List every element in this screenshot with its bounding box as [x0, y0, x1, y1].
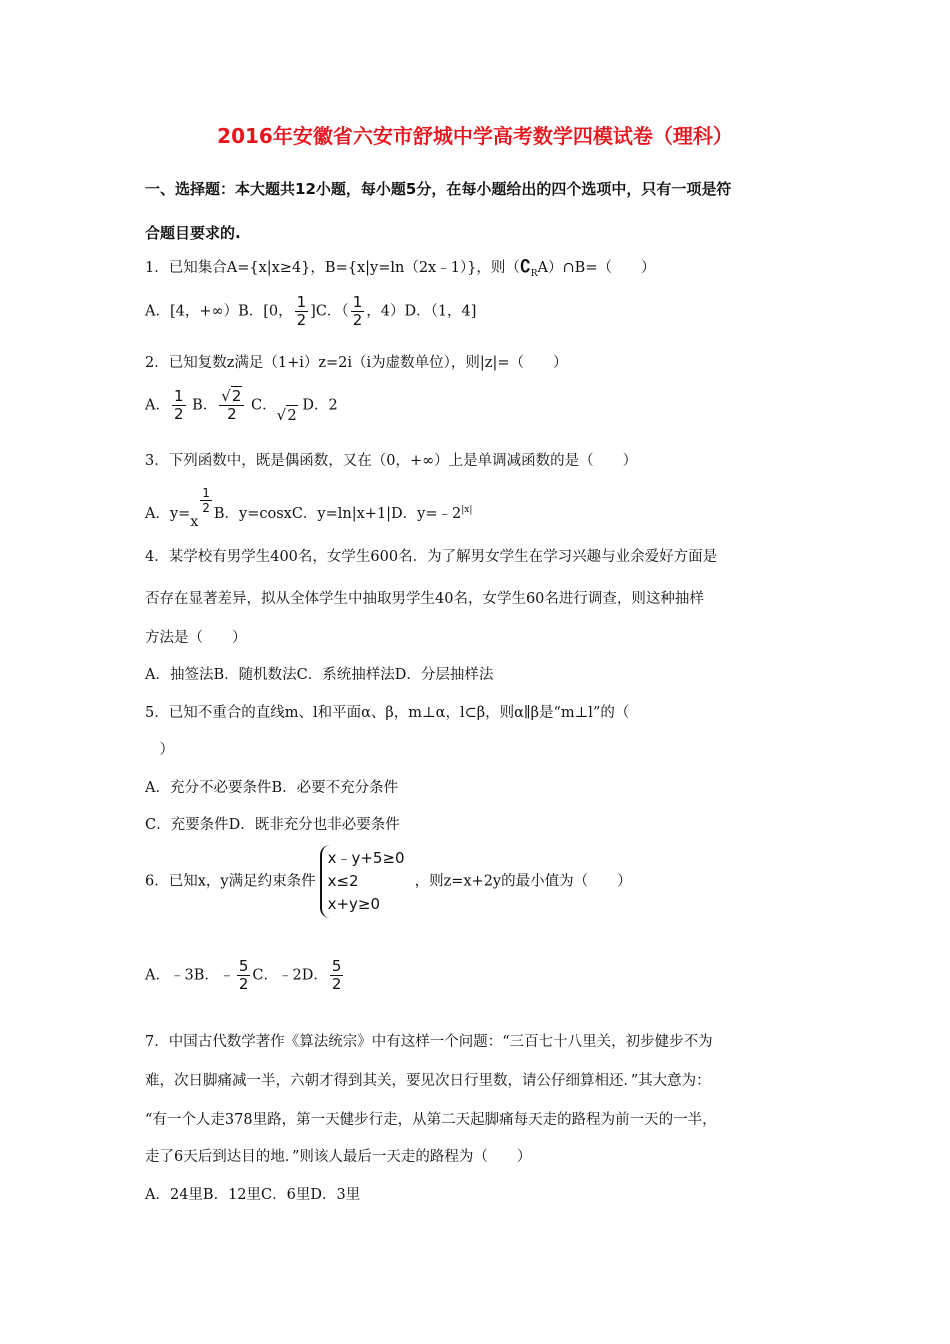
- question-7-line3: “有一个人走378里路，第一天健步行走，从第二天起脚痛每天走的路程为前一天的一半，: [145, 1112, 717, 1128]
- question-3-stem: 3．下列函数中，既是偶函数，又在（0，+∞）上是单调减函数的是（ ）: [145, 453, 638, 469]
- question-5-line1: 5．已知不重合的直线m、l和平面α、β，m⊥α，l⊂β，则α∥β是“m⊥l”的（: [145, 705, 630, 721]
- question-4-line2: 否存在显著差异，拟从全体学生中抽取男学生40名，女学生60名进行调查，则这种抽样: [145, 591, 704, 607]
- fraction-one-half: $\frac{1}{2}$: [173, 387, 184, 423]
- question-4-options: A．抽签法B．随机数法C．系统抽样法D．分层抽样法: [145, 667, 494, 683]
- fraction-five-halves: $\frac{5}{2}$: [331, 957, 342, 993]
- question-3-options: A．y=x $\frac{1}{2}$ B．y=cosxC．y=ln|x+1|D．$y=﹣2^{|x|}$: [145, 486, 473, 530]
- question-7-line2: 难，次日脚痛减一半，六朝才得到其关，要见次日行里数，请公仔细算相还．”其大意为：: [145, 1073, 711, 1089]
- question-2-stem: 2．已知复数z满足（1+i）z=2i（i为虚数单位），则|z|=（ ）: [145, 355, 568, 371]
- question-5-options-1: A．充分不必要条件B．必要不充分条件: [145, 780, 399, 796]
- question-7-options: A．24里B．12里C．6里D．3里: [145, 1187, 361, 1203]
- question-7-line4: 走了6天后到达目的地．”则该人最后一天走的路程为（ ）: [145, 1149, 532, 1165]
- question-5-line2: ）: [145, 742, 174, 758]
- fraction-one-half: $\frac{1}{2}$: [296, 293, 307, 329]
- page-title: 2016年安徽省六安市舒城中学高考数学四模试卷（理科）: [217, 124, 733, 148]
- fraction-sqrt2-over-2: $\frac{√2}{2}$: [219, 388, 244, 423]
- sqrt-2: √2: [276, 405, 297, 424]
- question-6-stem: 6．已知x，y满足约束条件 x﹣y+5≥0 x≤2 x+y≥0 ，则z=x+2y的最小值为（ ）: [145, 845, 632, 918]
- complement-symbol: ∁: [519, 257, 531, 277]
- exponent-one-half: $\frac{1}{2}$: [202, 486, 210, 515]
- constraint-system: x﹣y+5≥0 x≤2 x+y≥0: [320, 845, 411, 918]
- question-5-options-2: C．充要条件D．既非充分也非必要条件: [145, 817, 400, 833]
- question-4-line3: 方法是（ ）: [145, 630, 247, 646]
- question-7-line1: 7．中国古代数学著作《算法统宗》中有这样一个问题：“三百七十八里关，初步健步不为: [145, 1034, 713, 1050]
- question-1-options: A．[4，+∞）B．[0， $\frac{1}{2}$ ]C．（ $\frac{1}{2}$ ，4）D．（1，4]: [145, 293, 477, 329]
- fraction-one-half: $\frac{1}{2}$: [352, 293, 363, 329]
- section-heading-line1: 一、选择题：本大题共12小题，每小题5分，在每小题给出的四个选项中，只有一项是符: [145, 180, 732, 198]
- question-6-options: A．﹣3B．﹣ $\frac{5}{2}$ C．﹣2D． $\frac{5}{2}$: [145, 957, 342, 993]
- fraction-five-halves: $\frac{5}{2}$: [238, 957, 249, 993]
- section-heading-line2: 合题目要求的.: [145, 224, 241, 242]
- question-1-stem: 1．已知集合A={x|x≥4}，B={x|y=ln（2x﹣1）}，则$(∁_RA)\cap B=$（ ）: [145, 257, 656, 279]
- question-2-options: A． $\frac{1}{2}$ B． $\frac{√2}{2}$ C．√2 D．2: [145, 387, 338, 424]
- question-4-line1: 4．某学校有男学生400名，女学生600名．为了解男女学生在学习兴趣与业余爱好方面是: [145, 549, 718, 565]
